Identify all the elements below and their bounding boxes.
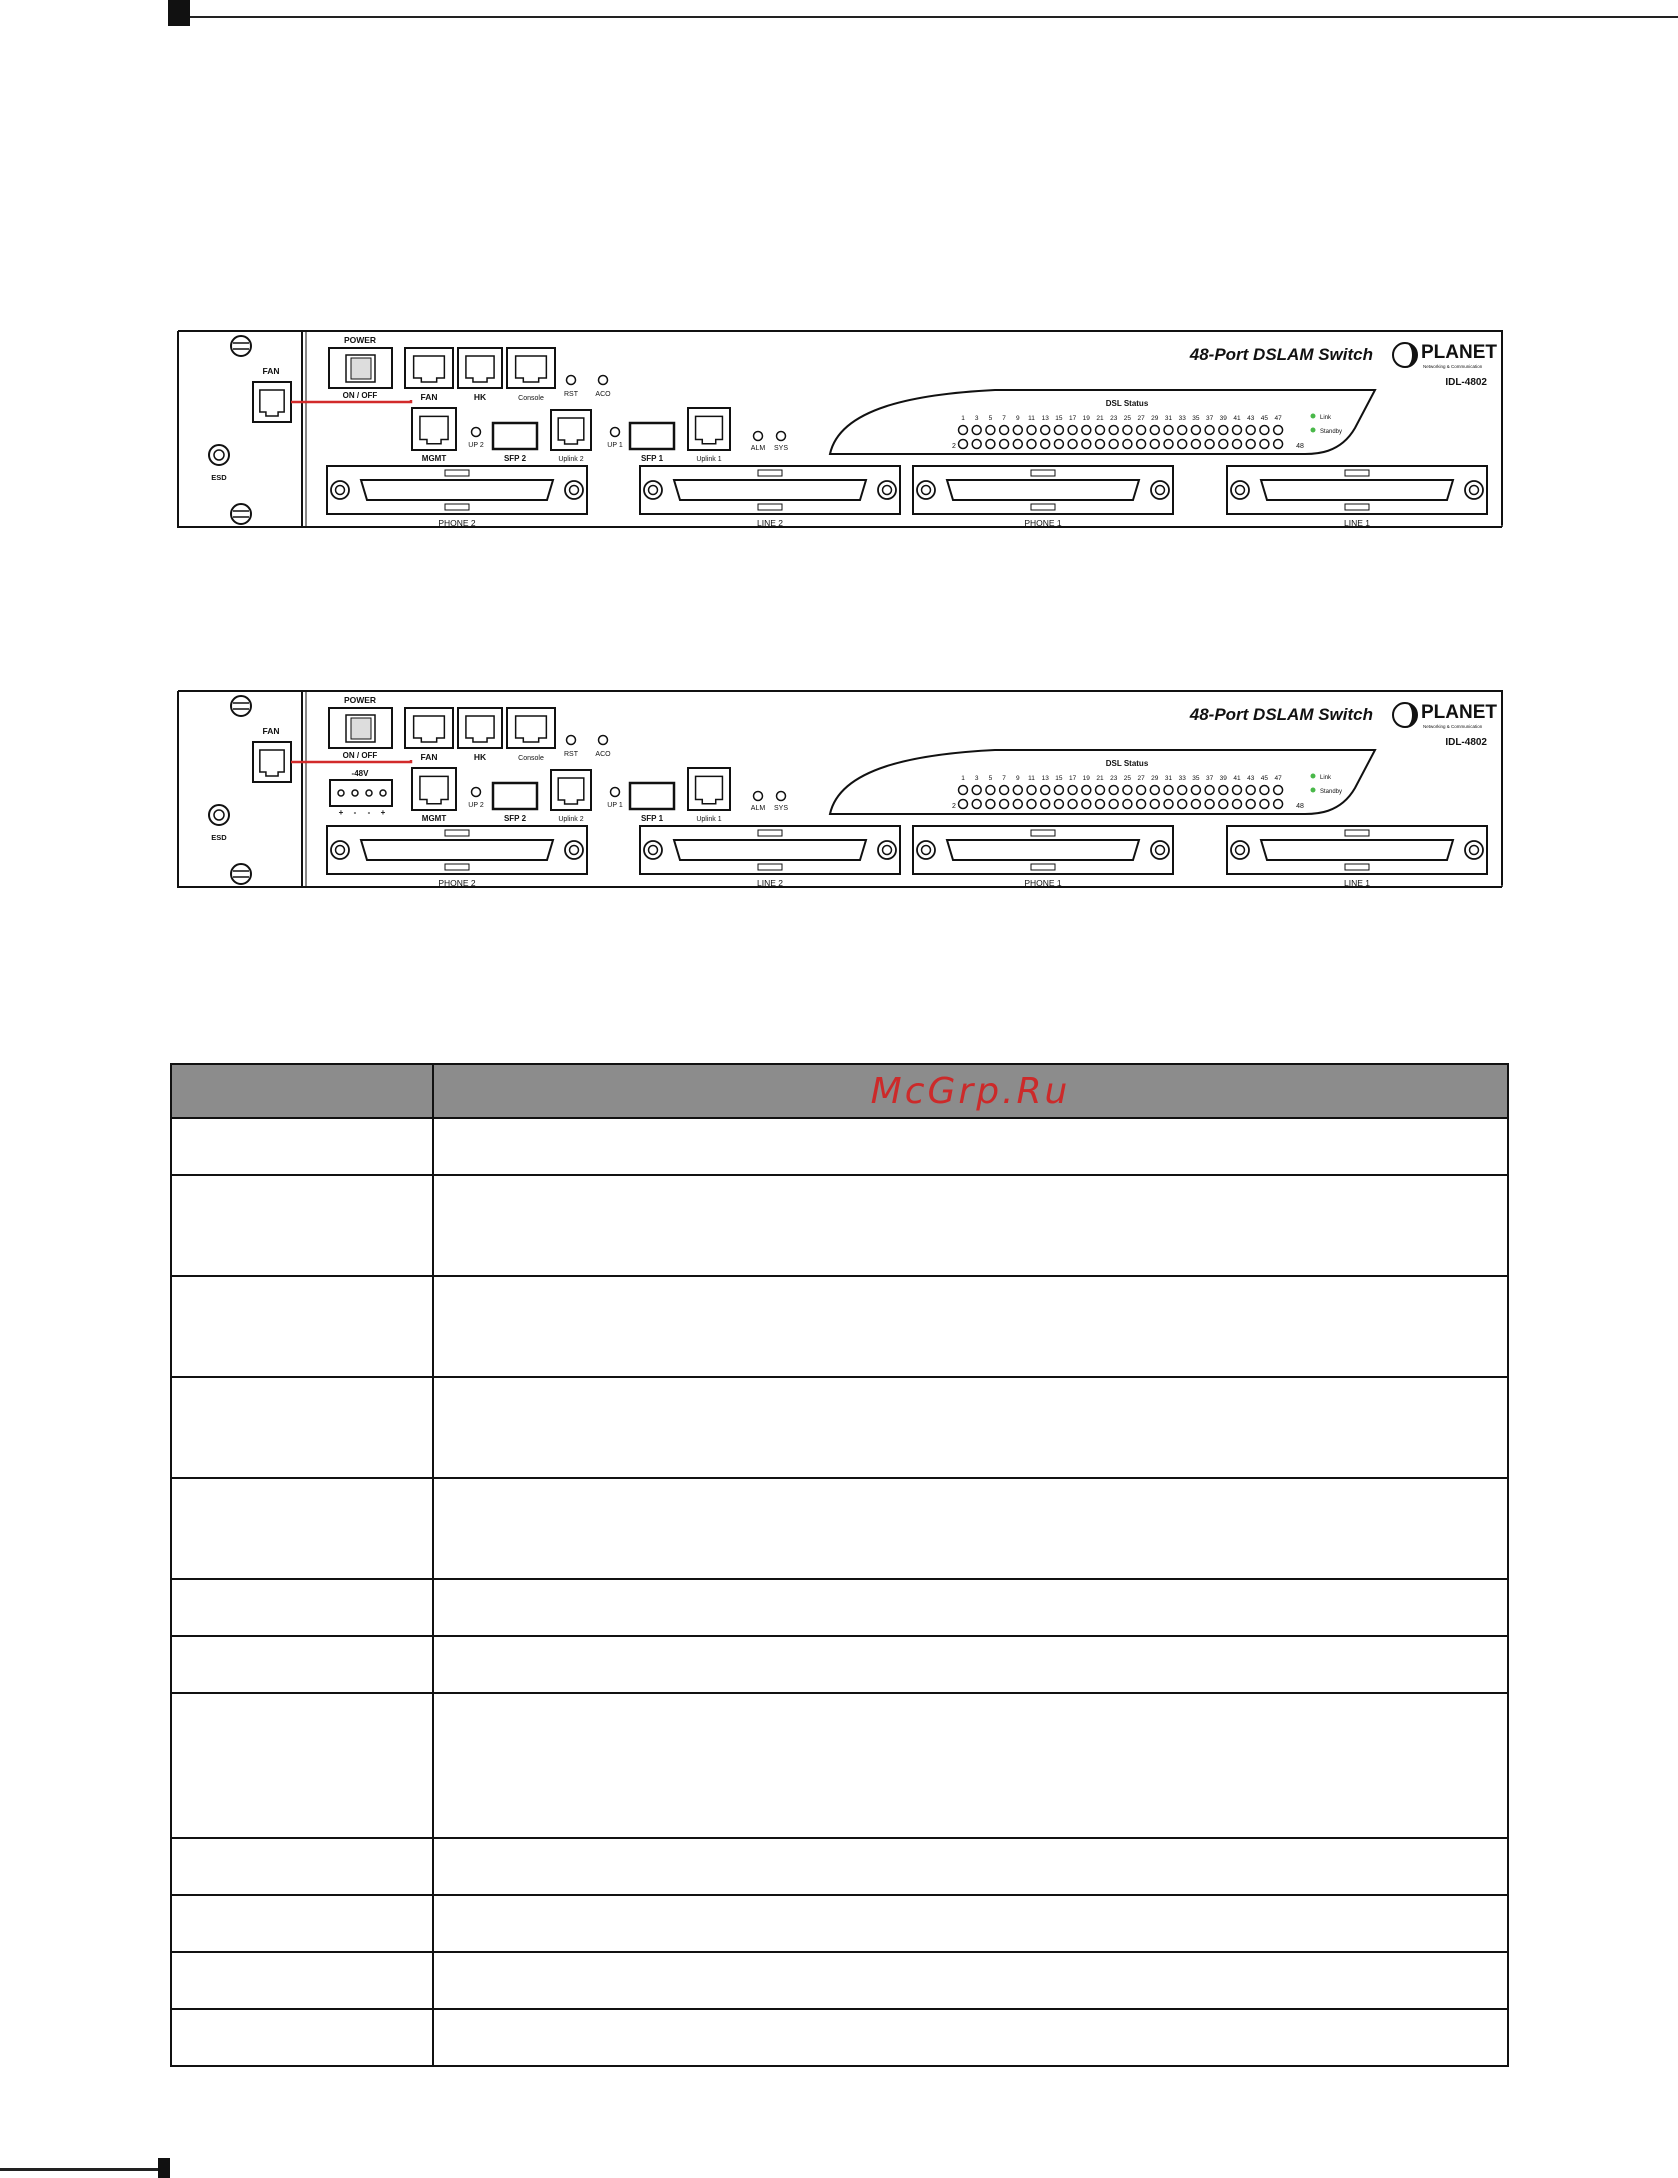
connector-label: PHONE 2 xyxy=(438,878,476,888)
port-label-hk: HK xyxy=(473,752,487,762)
dsl-status-title: DSL Status xyxy=(1105,759,1149,768)
table-cell-label xyxy=(171,1895,433,1952)
dsl-led-even xyxy=(1205,800,1214,809)
table-cell-label xyxy=(171,1118,433,1175)
dsl-port-number: 27 xyxy=(1137,415,1145,422)
dsl-port-number: 23 xyxy=(1110,415,1118,422)
dsl-led-even xyxy=(1219,800,1228,809)
sfp2-label: SFP 2 xyxy=(503,454,527,463)
dsl-led-even xyxy=(1233,440,1242,449)
dsl-port-number: 3 xyxy=(974,775,979,782)
dsl-led-even xyxy=(1137,800,1146,809)
dsl-row2-start: 2 xyxy=(952,803,956,810)
dsl-led-odd xyxy=(1246,786,1255,795)
rst-button xyxy=(567,736,576,745)
dsl-led-even xyxy=(1027,440,1036,449)
table-row xyxy=(171,2009,1508,2066)
alm-led xyxy=(754,792,763,801)
table-row xyxy=(171,1838,1508,1895)
dsl-led-even xyxy=(1191,440,1200,449)
esd-label: ESD xyxy=(211,833,227,842)
table-row xyxy=(171,1895,1508,1952)
connector-line1 xyxy=(1227,826,1487,874)
dsl-port-number: 39 xyxy=(1219,775,1227,782)
dc-pin-label: - xyxy=(353,808,357,817)
dsl-led-odd xyxy=(1191,426,1200,435)
dsl-led-odd xyxy=(1233,786,1242,795)
table-cell-label xyxy=(171,1952,433,2009)
table-cell-value xyxy=(433,1952,1508,2009)
dsl-port-number: 35 xyxy=(1192,415,1200,422)
dsl-port-number: 5 xyxy=(988,775,993,782)
dsl-led-odd xyxy=(1205,786,1214,795)
dsl-port-number: 5 xyxy=(988,415,993,422)
sfp2-port xyxy=(493,783,537,809)
dsl-led-odd xyxy=(1219,426,1228,435)
dc-input-label: -48V xyxy=(351,769,369,778)
dsl-led-odd xyxy=(1164,786,1173,795)
dsl-led-even xyxy=(1191,800,1200,809)
dsl-led-odd xyxy=(986,426,995,435)
dsl-led-odd xyxy=(1191,786,1200,795)
dsl-port-number: 9 xyxy=(1015,415,1020,422)
dsl-led-odd xyxy=(1205,426,1214,435)
connector-label: LINE 2 xyxy=(757,518,783,528)
sys-led xyxy=(777,792,786,801)
dsl-led-even xyxy=(1219,440,1228,449)
sys-label: SYS xyxy=(773,445,789,452)
table-cell-label xyxy=(171,1377,433,1478)
alm-label: ALM xyxy=(750,805,766,812)
mount-screw-icon xyxy=(231,336,251,356)
dsl-led-even xyxy=(1260,800,1269,809)
table-row xyxy=(171,1478,1508,1579)
model-number: IDL-4802 xyxy=(1445,377,1487,388)
dsl-led-odd xyxy=(1109,426,1118,435)
dsl-led-odd xyxy=(1137,786,1146,795)
uplink2-label: Uplink 2 xyxy=(558,456,584,463)
dsl-led-odd xyxy=(1000,786,1009,795)
dsl-led-even xyxy=(1164,800,1173,809)
header-rule xyxy=(190,16,1678,18)
dsl-port-number: 11 xyxy=(1028,415,1035,422)
dsl-port-number: 25 xyxy=(1123,415,1132,422)
dsl-port-number: 31 xyxy=(1164,415,1173,422)
model-number: IDL-4802 xyxy=(1445,737,1487,748)
dsl-led-odd xyxy=(1027,786,1036,795)
table-row xyxy=(171,1693,1508,1838)
dsl-led-even xyxy=(1205,440,1214,449)
dsl-led-even xyxy=(959,440,968,449)
power-switch-label: ON / OFF xyxy=(342,391,378,400)
dsl-led-odd xyxy=(959,426,968,435)
dsl-led-even xyxy=(959,800,968,809)
dsl-led-odd xyxy=(1054,786,1063,795)
dsl-led-odd xyxy=(1082,786,1091,795)
dsl-led-even xyxy=(1123,440,1132,449)
dsl-led-even xyxy=(1082,440,1091,449)
dsl-port-number: 9 xyxy=(1015,775,1020,782)
dsl-port-number: 29 xyxy=(1151,775,1159,782)
connector-phone2 xyxy=(327,466,587,514)
dsl-led-even xyxy=(1054,440,1063,449)
dsl-led-even xyxy=(1274,800,1283,809)
table-cell-label xyxy=(171,1838,433,1895)
dsl-led-odd xyxy=(986,786,995,795)
alm-label: ALM xyxy=(750,445,766,452)
dsl-led-odd xyxy=(1150,426,1159,435)
footer-rule xyxy=(0,2168,170,2171)
dsl-led-odd xyxy=(1137,426,1146,435)
connector-label: PHONE 1 xyxy=(1024,518,1062,528)
dsl-port-number: 29 xyxy=(1151,415,1159,422)
dsl-port-number: 17 xyxy=(1068,415,1077,422)
dsl-port-number: 27 xyxy=(1137,775,1145,782)
dsl-port-number: 45 xyxy=(1260,415,1269,422)
uplink1-label: Uplink 1 xyxy=(696,456,722,463)
table-cell-value xyxy=(433,1895,1508,1952)
table-row xyxy=(171,1579,1508,1636)
legend-standby-label: Standby xyxy=(1320,789,1343,795)
aco-button xyxy=(599,376,608,385)
dsl-led-odd xyxy=(1000,426,1009,435)
power-switch-label: ON / OFF xyxy=(342,751,378,760)
panel-drawing xyxy=(175,688,1505,891)
front-panel-diagram-ac xyxy=(175,328,1505,531)
dsl-port-number: 15 xyxy=(1055,775,1063,782)
dsl-port-number: 7 xyxy=(1002,775,1006,782)
dsl-led-even xyxy=(1082,800,1091,809)
dsl-port-number: 7 xyxy=(1002,415,1006,422)
dc-pin-label: + xyxy=(380,808,386,817)
dsl-port-number: 39 xyxy=(1219,415,1227,422)
uplink2-label: Uplink 2 xyxy=(558,816,584,823)
legend-link-label: Link xyxy=(1320,415,1332,421)
dsl-port-number: 1 xyxy=(961,415,965,422)
legend-link-dot xyxy=(1311,774,1316,779)
table-header-col1 xyxy=(171,1064,433,1118)
model-title: 48-Port DSLAM Switch xyxy=(1189,705,1373,724)
dsl-led-even xyxy=(1109,800,1118,809)
dsl-led-even xyxy=(1054,800,1063,809)
up2-led xyxy=(472,428,481,437)
table-cell-value xyxy=(433,1118,1508,1175)
dsl-port-number: 33 xyxy=(1178,775,1186,782)
connector-line2 xyxy=(640,466,900,514)
dsl-led-odd xyxy=(959,786,968,795)
brand-name: PLANET xyxy=(1421,702,1497,723)
dsl-led-odd xyxy=(1123,786,1132,795)
table-cell-value xyxy=(433,1579,1508,1636)
table-cell-value xyxy=(433,1175,1508,1276)
dsl-port-number: 21 xyxy=(1096,415,1104,422)
dsl-led-even xyxy=(972,440,981,449)
dsl-led-even xyxy=(1137,440,1146,449)
fan-label: FAN xyxy=(262,726,280,736)
brand-tagline: Networking & Communication xyxy=(1423,364,1483,369)
dsl-port-number: 25 xyxy=(1123,775,1132,782)
dsl-led-odd xyxy=(1164,426,1173,435)
dsl-led-odd xyxy=(1013,786,1022,795)
fan-link-line xyxy=(291,760,411,762)
dsl-led-odd xyxy=(1219,786,1228,795)
sfp1-label: SFP 1 xyxy=(640,454,664,463)
sys-label: SYS xyxy=(773,805,789,812)
connector-label: PHONE 1 xyxy=(1024,878,1062,888)
dsl-led-odd xyxy=(1082,426,1091,435)
connector-label: LINE 2 xyxy=(757,878,783,888)
connector-label: PHONE 2 xyxy=(438,518,476,528)
dsl-led-even xyxy=(1000,440,1009,449)
dsl-led-even xyxy=(1013,440,1022,449)
dsl-led-even xyxy=(1027,800,1036,809)
dsl-led-odd xyxy=(1274,426,1283,435)
dsl-port-number: 17 xyxy=(1068,775,1077,782)
mgmt-label: MGMT xyxy=(421,814,447,823)
dsl-led-odd xyxy=(1123,426,1132,435)
dsl-port-number: 47 xyxy=(1274,775,1282,782)
table-cell-value xyxy=(433,1636,1508,1693)
table-cell-label xyxy=(171,1478,433,1579)
dsl-led-odd xyxy=(1260,426,1269,435)
dsl-led-odd xyxy=(1178,786,1187,795)
sfp2-port xyxy=(493,423,537,449)
table-row xyxy=(171,1118,1508,1175)
dsl-led-odd xyxy=(1274,786,1283,795)
table-cell-label xyxy=(171,2009,433,2066)
dsl-led-odd xyxy=(1068,426,1077,435)
dsl-led-even xyxy=(1246,440,1255,449)
dsl-port-number: 21 xyxy=(1096,775,1104,782)
uplink1-label: Uplink 1 xyxy=(696,816,722,823)
sfp1-label: SFP 1 xyxy=(640,814,664,823)
dsl-port-number: 1 xyxy=(961,775,965,782)
table-row xyxy=(171,1276,1508,1377)
dsl-led-even xyxy=(1013,800,1022,809)
panel-drawing xyxy=(175,328,1505,531)
mount-screw-icon xyxy=(231,504,251,524)
power-label: POWER xyxy=(343,335,377,345)
dsl-led-odd xyxy=(1027,426,1036,435)
dsl-led-even xyxy=(1233,800,1242,809)
dsl-port-number: 43 xyxy=(1247,415,1255,422)
sfp2-label: SFP 2 xyxy=(503,814,527,823)
fan-link-line xyxy=(291,400,411,402)
port-label-fan: FAN xyxy=(420,392,438,402)
brand-tagline: Networking & Communication xyxy=(1423,724,1483,729)
dsl-led-odd xyxy=(1068,786,1077,795)
rst-button xyxy=(567,376,576,385)
table-cell-label xyxy=(171,1175,433,1276)
dsl-port-number: 37 xyxy=(1205,775,1214,782)
dsl-row2-start: 2 xyxy=(952,443,956,450)
dsl-led-odd xyxy=(1150,786,1159,795)
up2-label: UP 2 xyxy=(468,802,484,809)
dsl-led-even xyxy=(1096,440,1105,449)
dsl-led-even xyxy=(1178,800,1187,809)
table-header-row xyxy=(171,1064,1508,1118)
dsl-port-number: 23 xyxy=(1110,775,1118,782)
table-header-col2 xyxy=(433,1064,1508,1118)
dsl-led-even xyxy=(1260,440,1269,449)
dsl-led-even xyxy=(986,800,995,809)
dsl-led-odd xyxy=(1178,426,1187,435)
port-label-fan: FAN xyxy=(420,752,438,762)
dsl-port-number: 19 xyxy=(1082,775,1090,782)
dsl-led-odd xyxy=(1246,426,1255,435)
dsl-port-number: 13 xyxy=(1041,415,1049,422)
dsl-port-number: 15 xyxy=(1055,415,1063,422)
dsl-led-odd xyxy=(1260,786,1269,795)
dsl-led-even xyxy=(986,440,995,449)
dsl-port-number: 41 xyxy=(1233,415,1241,422)
table-cell-value xyxy=(433,1838,1508,1895)
legend-standby-dot xyxy=(1311,428,1316,433)
dc-pin-label: - xyxy=(367,808,371,817)
mount-screw-icon xyxy=(231,696,251,716)
dsl-port-number: 45 xyxy=(1260,775,1269,782)
mount-screw-icon xyxy=(231,864,251,884)
port-label-console: Console xyxy=(518,755,544,762)
dsl-port-number: 33 xyxy=(1178,415,1186,422)
legend-standby-dot xyxy=(1311,788,1316,793)
fan-label: FAN xyxy=(262,366,280,376)
dsl-led-odd xyxy=(1096,426,1105,435)
dsl-port-number: 41 xyxy=(1233,775,1241,782)
dsl-port-number: 43 xyxy=(1247,775,1255,782)
dsl-led-even xyxy=(1123,800,1132,809)
dsl-port-number: 11 xyxy=(1028,775,1035,782)
model-title: 48-Port DSLAM Switch xyxy=(1189,345,1373,364)
table-cell-value xyxy=(433,1377,1508,1478)
dsl-led-odd xyxy=(1054,426,1063,435)
dsl-led-even xyxy=(1246,800,1255,809)
table-cell-label xyxy=(171,1276,433,1377)
dsl-led-even xyxy=(1041,440,1050,449)
mgmt-label: MGMT xyxy=(421,454,447,463)
connector-phone1 xyxy=(913,466,1173,514)
table-row xyxy=(171,1636,1508,1693)
table-cell-label xyxy=(171,1693,433,1838)
connector-phone2 xyxy=(327,826,587,874)
sys-led xyxy=(777,432,786,441)
aco-label: ACO xyxy=(595,751,611,758)
table-cell-label xyxy=(171,1636,433,1693)
legend-link-dot xyxy=(1311,414,1316,419)
up1-label: UP 1 xyxy=(607,442,623,449)
connector-label: LINE 1 xyxy=(1344,518,1370,528)
dsl-led-even xyxy=(1274,440,1283,449)
connector-line1 xyxy=(1227,466,1487,514)
up1-led xyxy=(611,428,620,437)
table-row xyxy=(171,1175,1508,1276)
aco-button xyxy=(599,736,608,745)
dsl-led-even xyxy=(1000,800,1009,809)
power-label: POWER xyxy=(343,695,377,705)
dsl-led-even xyxy=(1068,440,1077,449)
rst-label: RST xyxy=(564,751,578,758)
dsl-led-even xyxy=(1164,440,1173,449)
sfp1-port xyxy=(630,423,674,449)
table-row xyxy=(171,1952,1508,2009)
dsl-port-number: 35 xyxy=(1192,775,1200,782)
dsl-led-odd xyxy=(1041,786,1050,795)
dsl-led-odd xyxy=(1041,426,1050,435)
rst-label: RST xyxy=(564,391,578,398)
dsl-led-even xyxy=(1150,440,1159,449)
up2-led xyxy=(472,788,481,797)
dsl-led-odd xyxy=(1013,426,1022,435)
dsl-led-even xyxy=(1041,800,1050,809)
front-panel-diagram-dc xyxy=(175,688,1505,891)
table-cell-value xyxy=(433,1478,1508,1579)
connector-label: LINE 1 xyxy=(1344,878,1370,888)
table-row xyxy=(171,1377,1508,1478)
aco-label: ACO xyxy=(595,391,611,398)
dsl-led-even xyxy=(1096,800,1105,809)
dsl-led-odd xyxy=(1096,786,1105,795)
footer-block xyxy=(158,2158,170,2178)
dsl-port-number: 47 xyxy=(1274,415,1282,422)
legend-standby-label: Standby xyxy=(1320,429,1343,435)
dsl-row2-end: 48 xyxy=(1296,443,1304,450)
dsl-row2-end: 48 xyxy=(1296,803,1304,810)
brand-name: PLANET xyxy=(1421,342,1497,363)
table-cell-label xyxy=(171,1579,433,1636)
dsl-led-odd xyxy=(972,426,981,435)
dsl-port-number: 13 xyxy=(1041,775,1049,782)
up2-label: UP 2 xyxy=(468,442,484,449)
dsl-led-even xyxy=(1178,440,1187,449)
dsl-led-odd xyxy=(972,786,981,795)
legend-link-label: Link xyxy=(1320,775,1332,781)
sfp1-port xyxy=(630,783,674,809)
up1-led xyxy=(611,788,620,797)
dsl-led-even xyxy=(1109,440,1118,449)
dsl-port-number: 3 xyxy=(974,415,979,422)
connector-phone1 xyxy=(913,826,1173,874)
dsl-port-number: 37 xyxy=(1205,415,1214,422)
table-cell-value xyxy=(433,1693,1508,1838)
table-cell-value xyxy=(433,2009,1508,2066)
esd-label: ESD xyxy=(211,473,227,482)
dsl-port-number: 31 xyxy=(1164,775,1173,782)
dc-pin-label: + xyxy=(338,808,344,817)
alm-led xyxy=(754,432,763,441)
connector-line2 xyxy=(640,826,900,874)
dsl-led-odd xyxy=(1233,426,1242,435)
header-block xyxy=(168,0,190,26)
dsl-status-title: DSL Status xyxy=(1105,399,1149,408)
dsl-led-odd xyxy=(1109,786,1118,795)
specification-table xyxy=(170,1063,1509,2067)
watermark: McGrp.Ru xyxy=(870,1070,1071,1112)
dsl-led-even xyxy=(1068,800,1077,809)
up1-label: UP 1 xyxy=(607,802,623,809)
port-label-console: Console xyxy=(518,395,544,402)
port-label-hk: HK xyxy=(473,392,487,402)
dsl-port-number: 19 xyxy=(1082,415,1090,422)
table-cell-value xyxy=(433,1276,1508,1377)
dsl-led-even xyxy=(972,800,981,809)
dsl-led-even xyxy=(1150,800,1159,809)
